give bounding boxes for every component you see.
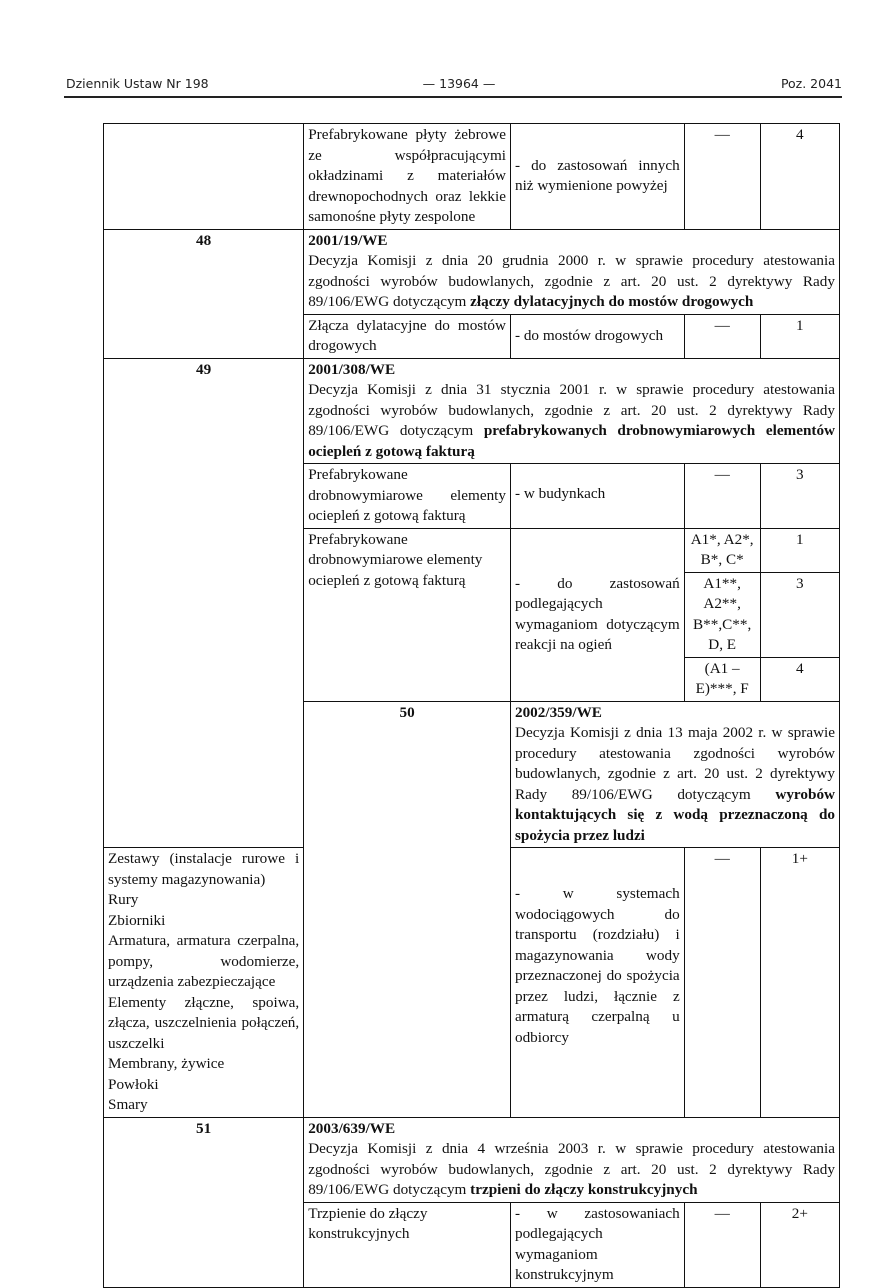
entry-number: 50 [304, 701, 511, 1117]
decision-text: Decyzja Komisji z dnia 4 września 2003 r. w sprawie procedury atestowania zgodności wyrobów budowlanych, zgodnie z art. 20 ust. 2 dyrektywy Rady 89/106/EWG dotyczącym [308, 1140, 835, 1198]
system-cell: 1+ [760, 848, 839, 1118]
entry-header-row [104, 358, 840, 464]
product-cell [104, 848, 304, 1118]
class-cell: (A1 – E)***, F [684, 657, 760, 701]
product-line: Zbiorniki [108, 911, 166, 929]
class-cell: — [684, 464, 760, 529]
page-number: — 13964 — [422, 76, 496, 91]
product-cell: Trzpienie do złączy konstrukcyjnych [304, 1202, 511, 1287]
product-line: Powłoki [108, 1075, 159, 1093]
entry-description [304, 1117, 840, 1202]
system-cell: 1 [760, 314, 839, 358]
product-cell: Złącza dylatacyjne do mostów drogowych [304, 314, 511, 358]
entry-header-row [104, 1117, 840, 1202]
system-cell: 2+ [760, 1202, 839, 1287]
product-cell: Prefabrykowane płyty żebrowe ze współpracującymi okładzinami z materiałów drewnopochodnych oraz lekkie samonośne płyty zespolone [304, 124, 511, 230]
class-cell: — [684, 124, 760, 230]
decision-subject: wyrobów [775, 785, 836, 803]
product-line: Rury [108, 891, 139, 908]
decision-text: Decyzja Komisji z dnia 31 stycznia 2001 r. w sprawie procedury atestowania zgodności wyrobów budowlanych, zgodnie z art. 20 ust. 2 dyrektywy Rady 89/106/EWG dotyczącym [308, 381, 835, 439]
directive-code: 2001/308/WE [308, 360, 396, 378]
class-cell: — [684, 1202, 760, 1287]
entry-number-cell [104, 124, 304, 230]
directive-code: 2003/639/WE [308, 1119, 396, 1137]
entry-description [304, 358, 840, 464]
entry-description [510, 701, 839, 848]
product-line: Smary [108, 1096, 148, 1113]
entry-number: 51 [104, 1117, 304, 1287]
decision-text: Decyzja Komisji z dnia 20 grudnia 2000 r. w sprawie procedury atestowania zgodności wyrobów budowlanych, zgodnie z art. 20 ust. 2 dyrektywy Rady 89/106/EWG dotyczącym [308, 252, 835, 310]
use-cell: - w systemach wodociągowych do transportu (rozdziału) i magazynowania wody przeznaczonej do spożycia przez ludzi, łącznie z armaturą czerpalną u odbiorcy [510, 848, 684, 1118]
system-cell: 3 [760, 464, 839, 529]
class-cell: — [684, 314, 760, 358]
product-line: Zestawy (instalacje rurowe i systemy magazynowania) [108, 850, 300, 888]
use-cell: - do mostów drogowych [510, 314, 684, 358]
certification-table [103, 123, 840, 1288]
journal-title: Dziennik Ustaw Nr 198 [66, 76, 209, 91]
decision-subject: prefabrykowanych drobnowymiarowych elementów ociepleń z gotową fakturą [308, 422, 836, 460]
system-cell: 3 [760, 572, 839, 657]
product-line: Elementy złączne, spoiwa, złącza, uszczelnienia połączeń, uszczelki [108, 993, 300, 1052]
product-line: Armatura, armatura czerpalna, pompy, wodomierze, urządzenia zabezpieczające [108, 932, 300, 990]
product-cell: Prefabrykowane drobnowymiarowe elementy ociepleń z gotową fakturą [304, 464, 511, 529]
directive-code: 2001/19/WE [308, 231, 388, 249]
class-cell: A1**, A2**, B**,C**, D, E [684, 572, 760, 657]
product-line: Membrany, żywice [108, 1055, 225, 1072]
entry-number: 49 [104, 358, 304, 848]
use-cell: - do zastosowań podlegających wymaganiom dotyczącym reakcji na ogień [510, 528, 684, 701]
decision-subject-continued: kontaktujących się z wodą przeznaczoną do spożycia przez ludzi [514, 806, 835, 844]
page-header [66, 76, 842, 98]
system-cell: 4 [760, 124, 839, 230]
system-cell: 1 [760, 528, 839, 572]
class-cell: — [684, 848, 760, 1118]
decision-text: Decyzja Komisji z dnia 13 maja 2002 r. w sprawie procedury atestowania zgodności wyrobów budowlanych, zgodnie z art. 20 ust. 2 dyrektywy Rady 89/106/EWG dotyczącym [514, 724, 835, 803]
system-cell: 4 [760, 657, 839, 701]
class-cell: A1*, A2*, B*, C* [684, 528, 760, 572]
table-row [104, 124, 840, 230]
entry-header-row [104, 229, 840, 314]
use-cell: - do zastosowań innych niż wymienione powyżej [510, 124, 684, 230]
product-cell: Prefabrykowane drobnowymiarowe elementy ociepleń z gotową fakturą [304, 528, 511, 701]
header-rule [64, 96, 842, 98]
use-cell: - w zastosowaniach podlegających wymaganiom konstrukcyjnym [510, 1202, 684, 1287]
entry-description [304, 229, 840, 314]
decision-subject: złączy dylatacyjnych do mostów drogowych [470, 293, 754, 310]
entry-number: 48 [104, 229, 304, 358]
position-number: Poz. 2041 [780, 76, 842, 91]
decision-subject: trzpieni do złączy konstrukcyjnych [470, 1181, 698, 1198]
use-cell: - w budynkach [510, 464, 684, 529]
directive-code: 2002/359/WE [514, 703, 602, 721]
